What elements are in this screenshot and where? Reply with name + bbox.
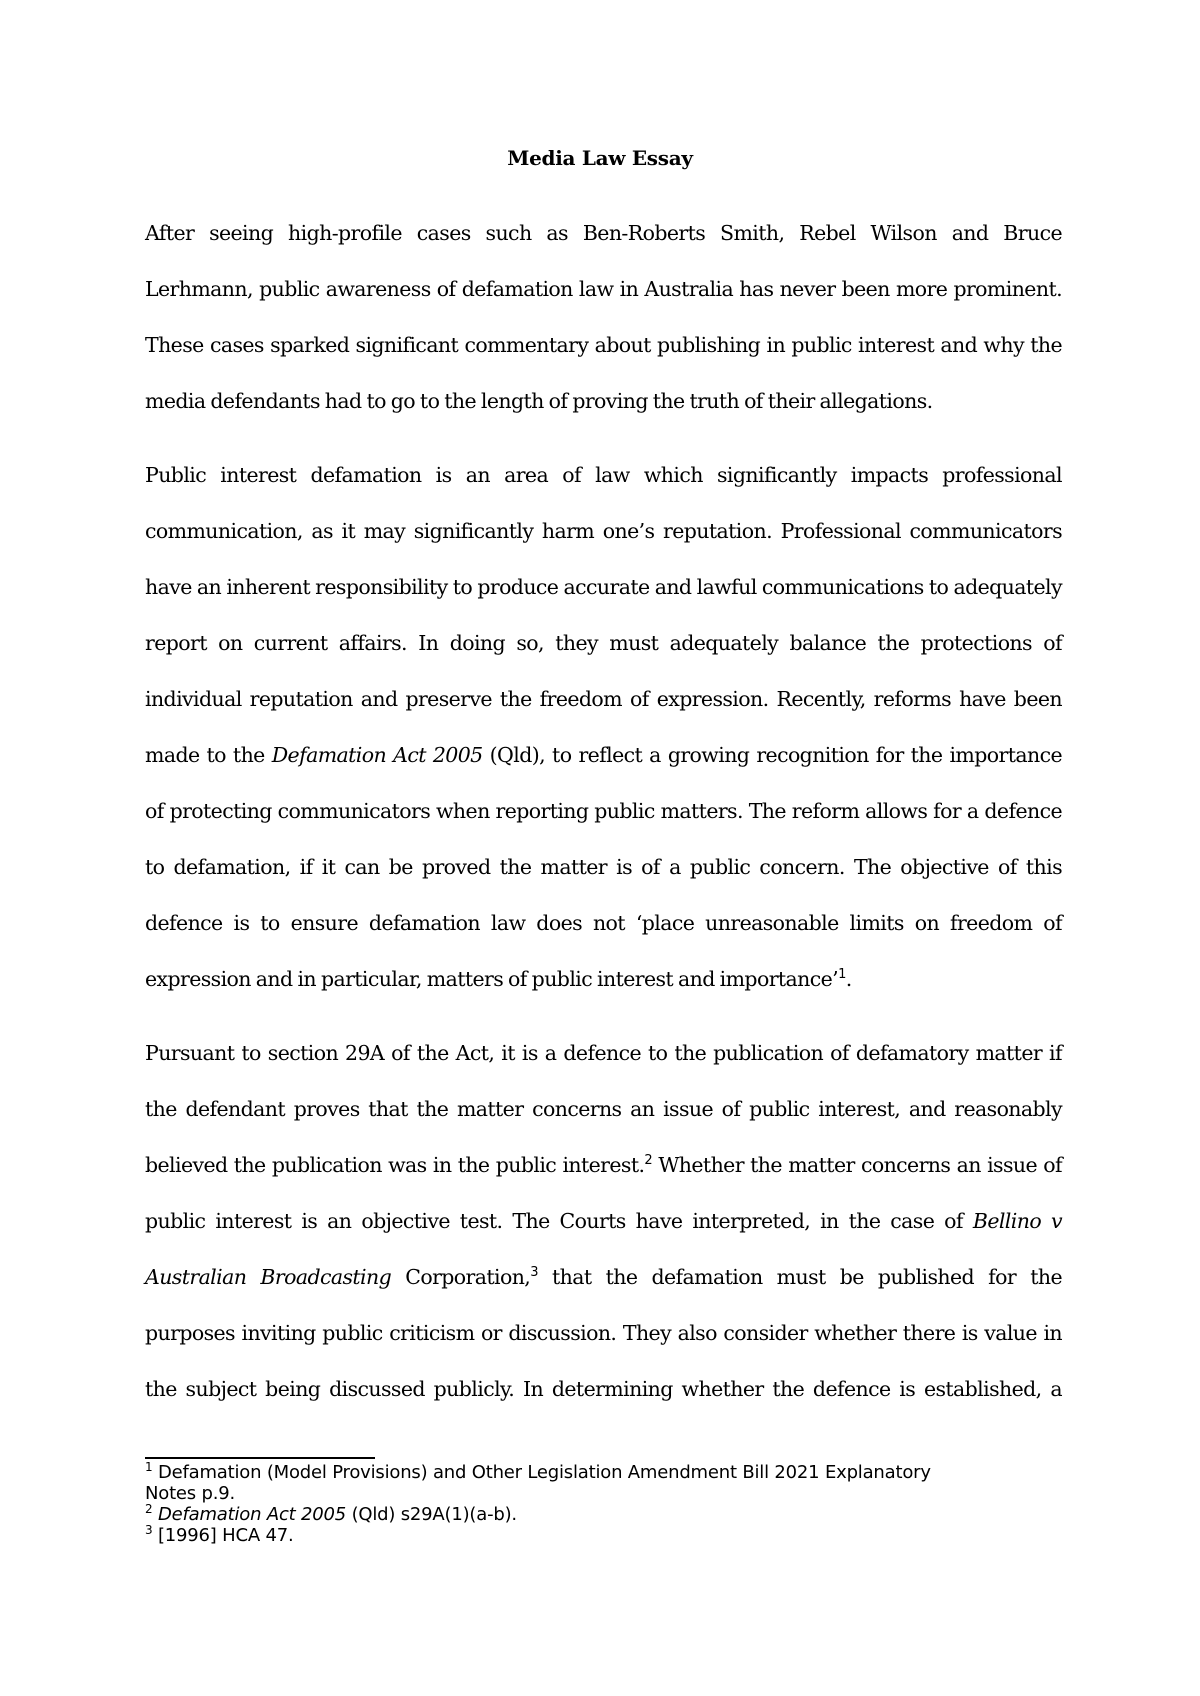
footnote-separator — [145, 1457, 375, 1459]
paragraph-line — [145, 951, 1062, 1007]
footnote-2 — [145, 1504, 1065, 1525]
line-text: made to the — [145, 743, 272, 767]
paragraph-line: report on current affairs. In doing so, they must adequately balance the protections of — [145, 631, 1062, 655]
line-text: that the defamation must be published for the — [537, 1265, 1062, 1289]
paragraph-line — [145, 1137, 1062, 1193]
footnote-number: 2 — [145, 1502, 153, 1516]
paragraph-1 — [145, 205, 1062, 429]
footnotes — [145, 1462, 1065, 1546]
paragraph-line — [145, 1193, 1062, 1249]
footnote-1-continued: Notes p.9. — [145, 1483, 236, 1504]
paragraph-line: These cases sparked significant commentary about publishing in public interest and why the — [145, 333, 1062, 357]
footnote-number: 3 — [145, 1523, 153, 1537]
paragraph-line — [145, 1249, 1062, 1305]
paragraph-line: have an inherent responsibility to produce accurate and lawful communications to adequately — [145, 575, 1062, 599]
line-text: (Qld), to reflect a growing recognition for the importance — [482, 743, 1062, 767]
case-name-italic: Australian Broadcasting — [145, 1265, 392, 1289]
line-text: believed the publication was in the public interest. — [145, 1153, 645, 1177]
paragraph-line — [145, 727, 1062, 783]
line-text: expression and in particular, matters of public interest and importance’ — [145, 967, 839, 991]
footnote-1 — [145, 1462, 1065, 1483]
paragraph-line: to defamation, if it can be proved the matter is of a public concern. The objective of this — [145, 855, 1062, 879]
footnote-text: (Qld) s29A(1)(a-b). — [346, 1504, 517, 1525]
paragraph-line: Lerhmann, public awareness of defamation law in Australia has never been more prominent. — [145, 277, 1062, 301]
paragraph-line: communication, as it may significantly harm one’s reputation. Professional communicators — [145, 519, 1062, 543]
paragraph-2 — [145, 447, 1062, 1007]
paragraph-line: media defendants had to go to the length of proving the truth of their allegations. — [145, 389, 933, 413]
paragraph-line: the defendant proves that the matter concerns an issue of public interest, and reasonably — [145, 1097, 1062, 1121]
case-name-italic: Bellino v — [972, 1209, 1062, 1233]
act-citation-italic: Defamation Act 2005 — [271, 743, 483, 767]
footnote-italic: Defamation Act 2005 — [157, 1504, 347, 1525]
footnote-text: [1996] HCA 47. — [157, 1525, 294, 1546]
footnote-3 — [145, 1525, 1065, 1546]
footnote-text: Defamation (Model Provisions) and Other Legislation Amendment Bill 2021 Explanatory — [157, 1462, 931, 1483]
paragraph-line: of protecting communicators when reporting public matters. The reform allows for a defence — [145, 799, 1062, 823]
footnote-ref: 1 — [838, 967, 846, 983]
paragraph-line: Pursuant to section 29A of the Act, it is a defence to the publication of defamatory matter if — [145, 1041, 1062, 1065]
paragraph-line: After seeing high-profile cases such as Ben-Roberts Smith, Rebel Wilson and Bruce — [145, 221, 1062, 245]
paragraph-3 — [145, 1025, 1062, 1417]
paragraph-line: individual reputation and preserve the freedom of expression. Recently, reforms have been — [145, 687, 1062, 711]
line-text: Corporation, — [391, 1265, 531, 1289]
footnote-ref: 2 — [644, 1153, 653, 1169]
paragraph-line: the subject being discussed publicly. In determining whether the defence is established, a — [145, 1377, 1062, 1401]
paragraph-line: Public interest defamation is an area of law which significantly impacts professional — [145, 463, 1062, 487]
line-text: public interest is an objective test. The Courts have interpreted, in the case of — [145, 1209, 973, 1233]
line-text: Whether the matter concerns an issue of — [652, 1153, 1062, 1177]
footnote-ref: 3 — [530, 1265, 538, 1281]
paragraph-line: purposes inviting public criticism or discussion. They also consider whether there is value in — [145, 1321, 1062, 1345]
footnote-number: 1 — [145, 1460, 153, 1474]
line-text: . — [845, 967, 852, 991]
essay-title: Media Law Essay — [507, 146, 693, 170]
paragraph-line: defence is to ensure defamation law does not ‘place unreasonable limits on freedom of — [145, 911, 1062, 935]
